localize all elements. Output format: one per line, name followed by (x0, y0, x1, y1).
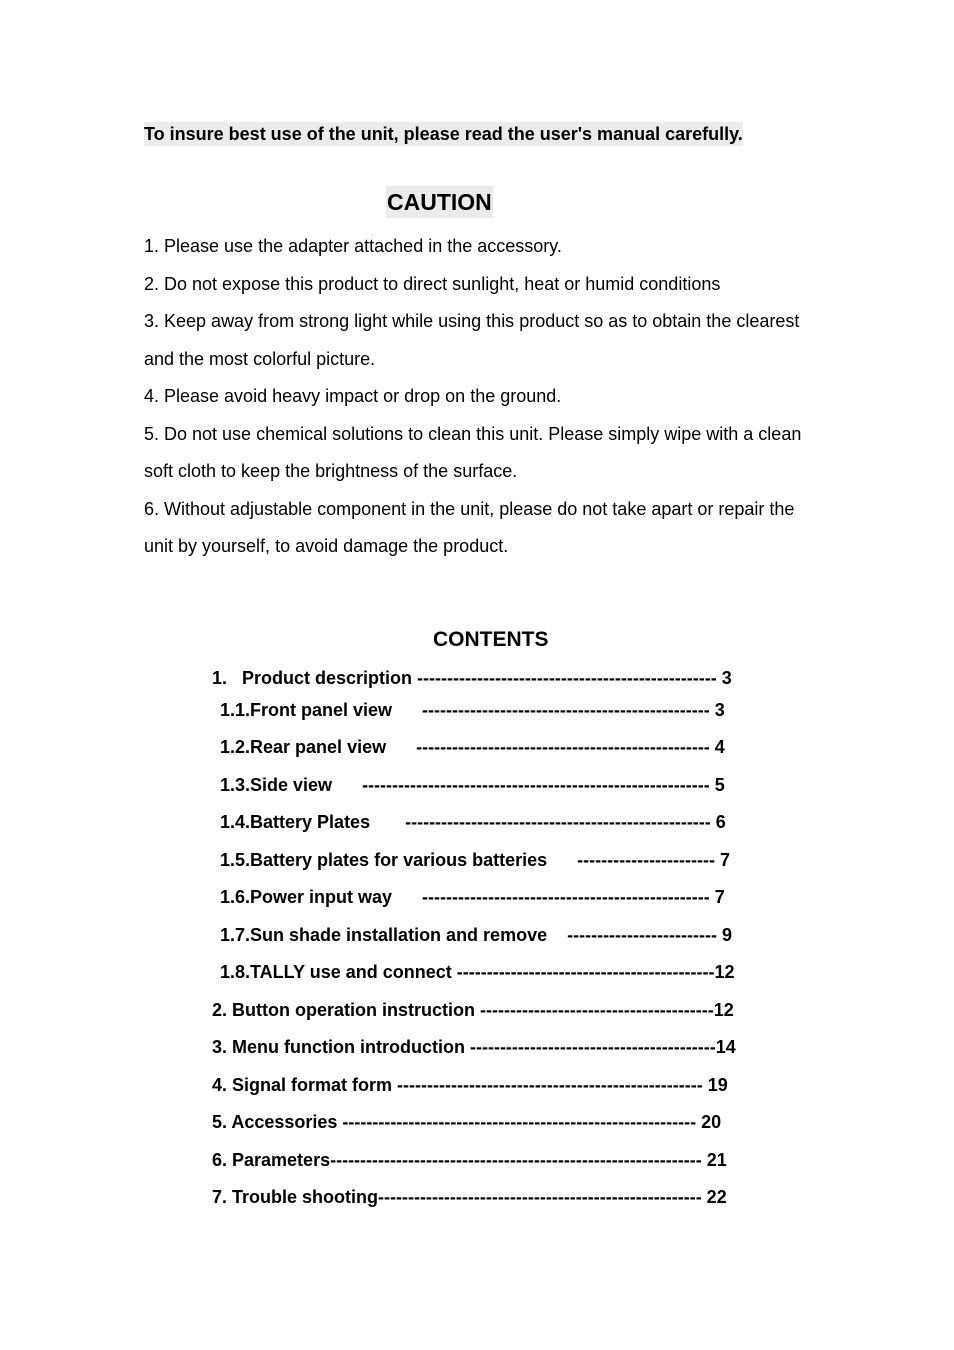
toc-entry: 1.6.Power input way ------------------------------------------------ 7 (220, 887, 725, 907)
caution-item: 5. Do not use chemical solutions to clean this unit. Please simply wipe with a clean soft cloth to keep the brightness of the surface. (144, 423, 802, 481)
toc-entry: 6. Parameters-------------------------------------------------------------- 21 (212, 1150, 727, 1170)
toc-entry: 2. Button operation instruction ---------------------------------------12 (212, 1000, 734, 1020)
caution-item: 6. Without adjustable component in the unit, please do not take apart or repair the unit by yourself, to avoid damage the product. (144, 498, 795, 556)
toc-entry: 1.7.Sun shade installation and remove ------------------------- 9 (220, 925, 732, 945)
contents-heading: CONTENTS (433, 628, 549, 651)
caution-list (144, 228, 824, 566)
toc-entry: 1.4.Battery Plates --------------------------------------------------- 6 (220, 812, 726, 832)
toc-entry: 1.3.Side view ---------------------------------------------------------- 5 (220, 775, 725, 795)
intro-notice: To insure best use of the unit, please read the user's manual carefully. (144, 124, 743, 144)
caution-item: 1. Please use the adapter attached in the accessory. (144, 236, 562, 256)
toc-entry: 7. Trouble shooting------------------------------------------------------ 22 (212, 1187, 727, 1207)
toc-entry: 1.5.Battery plates for various batteries ----------------------- 7 (220, 850, 731, 870)
toc-entry: 1.2.Rear panel view ------------------------------------------------- 4 (220, 737, 725, 757)
toc-entry: 1.1.Front panel view ------------------------------------------------ 3 (220, 700, 725, 720)
caution-item: 3. Keep away from strong light while using this product so as to obtain the clearest and the most colorful picture. (144, 311, 800, 369)
toc-entry: 3. Menu function introduction -----------------------------------------14 (212, 1037, 736, 1057)
caution-item: 2. Do not expose this product to direct sunlight, heat or humid conditions (144, 273, 721, 294)
toc-entry: 1. Product description -------------------------------------------------- 3 (212, 668, 732, 688)
toc-entry: 4. Signal format form --------------------------------------------------- 19 (212, 1075, 728, 1095)
toc-entry: 1.8.TALLY use and connect -------------------------------------------12 (220, 962, 735, 982)
caution-heading: CAUTION (386, 186, 493, 218)
toc-entry: 5. Accessories ----------------------------------------------------------- 20 (212, 1112, 722, 1132)
caution-item: 4. Please avoid heavy impact or drop on the ground. (144, 386, 562, 406)
